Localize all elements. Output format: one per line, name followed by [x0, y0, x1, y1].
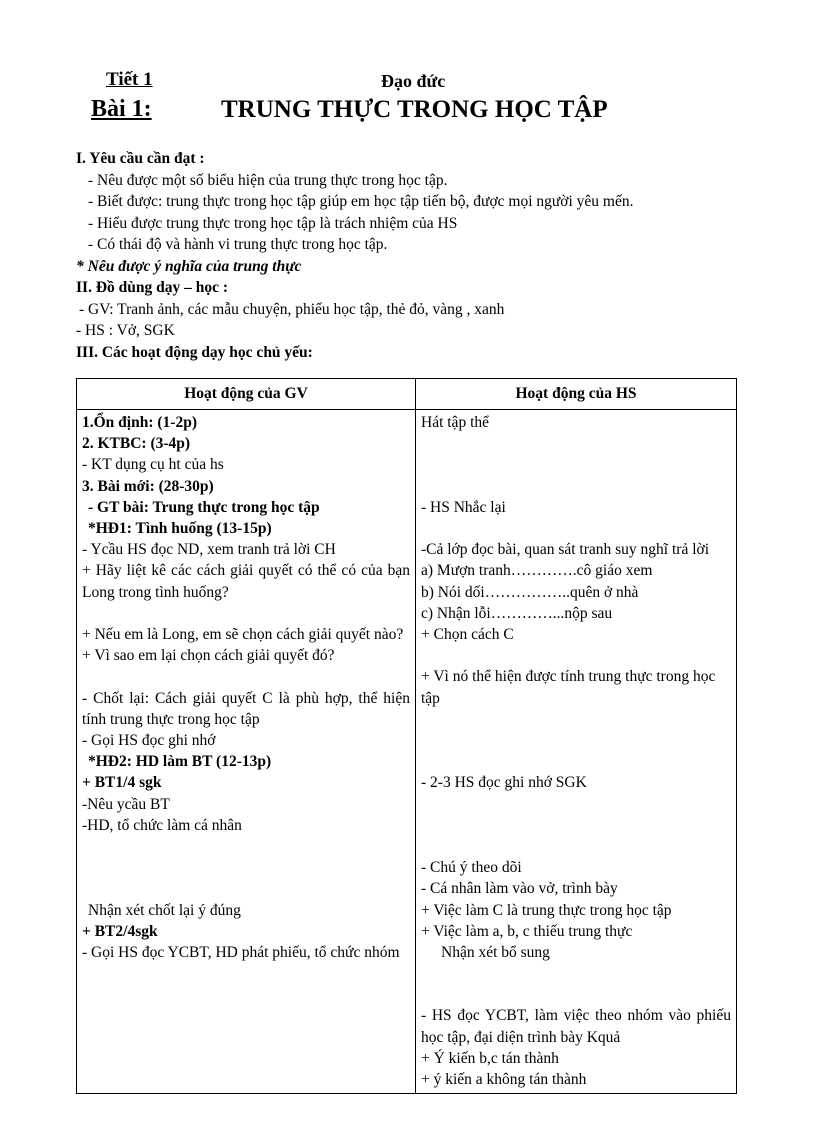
column-header-student: Hoạt động của HS — [416, 379, 737, 410]
hs-line: - HS Nhắc lại — [421, 498, 506, 516]
gv-spacer — [82, 603, 410, 624]
hs-spacer — [421, 476, 731, 497]
hs-line: Hát tập thể — [421, 414, 490, 431]
gv-line: - GT bài: Trung thực trong học tập — [88, 498, 320, 516]
hs-line: + ý kiến a không tán thành — [421, 1071, 587, 1089]
gv-spacer — [82, 963, 410, 984]
gv-spacer — [82, 984, 410, 1005]
gv-spacer — [82, 878, 410, 899]
gv-line: + BT2/4sgk — [82, 922, 158, 940]
gv-line: + Hãy liệt kê các cách giải quyết có thể có của bạn Long trong tình huống? — [82, 562, 410, 601]
hs-line: - Chú ý theo dõi — [421, 859, 522, 877]
hs-line: b) Nói dối……………..quên ở nhà — [421, 583, 639, 601]
student-activities — [416, 410, 737, 1094]
hs-spacer — [421, 836, 731, 857]
gv-line: 1.Ổn định: (1-2p) — [82, 414, 197, 431]
hs-line: + Chọn cách C — [421, 625, 514, 643]
gv-spacer — [82, 666, 410, 687]
gv-line: - Ycầu HS đọc ND, xem tranh trả lời CH — [82, 541, 336, 559]
subject-name: Đạo đức — [381, 71, 446, 91]
objective-item: - Có thái độ và hành vi trung thực trong học tập. — [88, 236, 388, 253]
column-header-teacher: Hoạt động của GV — [77, 379, 416, 410]
gv-spacer — [82, 836, 410, 857]
gv-line: + Vì sao em lại chọn cách giải quyết đó? — [82, 647, 335, 665]
hs-line: + Vì nó thể hiện được tính trung thực trong học tập — [421, 668, 716, 707]
gv-line: -Nêu ycầu BT — [82, 795, 170, 813]
gv-line: + Nếu em là Long, em sẽ chọn cách giải quyết nào? — [82, 626, 404, 644]
hs-spacer — [421, 984, 731, 1005]
section-2-title: II. Đồ dùng dạy – học : — [76, 279, 229, 296]
lesson-title: TRUNG THỰC TRONG HỌC TẬP — [221, 96, 608, 123]
gv-line: + BT1/4 sgk — [82, 774, 162, 792]
objective-item: - Nêu được một số biểu hiện của trung thực trong học tập. — [88, 171, 448, 189]
material-item: - GV: Tranh ảnh, các mẫu chuyện, phiếu học tập, thẻ đỏ, vàng , xanh — [79, 300, 505, 318]
hs-spacer — [421, 645, 731, 666]
hs-spacer — [421, 709, 731, 730]
objective-note: * Nêu được ý nghĩa của trung thực — [76, 257, 302, 275]
objective-item: - Hiểu được trung thực trong học tập là trách nhiệm của HS — [88, 214, 458, 232]
hs-line: + Việc làm a, b, c thiếu trung thực — [421, 922, 633, 940]
lesson-intro — [76, 148, 756, 363]
teacher-activities — [77, 410, 416, 1094]
hs-spacer — [421, 454, 731, 475]
lesson-label: Bài 1: — [91, 96, 152, 122]
hs-spacer — [421, 518, 731, 539]
hs-line: Nhận xét bổ sung — [441, 943, 550, 961]
gv-line: - Gọi HS đọc ghi nhớ — [82, 732, 216, 750]
hs-spacer — [421, 433, 731, 454]
hs-line: - 2-3 HS đọc ghi nhớ SGK — [421, 774, 587, 792]
hs-line: c) Nhận lỗi…………...nộp sau — [421, 604, 613, 622]
hs-spacer — [421, 794, 731, 815]
hs-spacer — [421, 815, 731, 836]
hs-spacer — [421, 730, 731, 751]
activity-table — [76, 378, 737, 1094]
hs-line: a) Mượn tranh………….cô giáo xem — [421, 562, 653, 580]
material-item: - HS : Vở, SGK — [76, 322, 175, 339]
gv-line: 3. Bài mới: (28-30p) — [82, 477, 214, 495]
gv-line: - Chốt lại: Cách giải quyết C là phù hợp, thể hiện tính trung thực trong học tập — [82, 689, 410, 728]
hs-line: + Việc làm C là trung thực trong học tập — [421, 901, 672, 919]
hs-line: - HS đọc YCBT, làm việc theo nhóm vào phiếu học tập, đại diện trình bày Kquả — [421, 1007, 731, 1046]
hs-spacer — [421, 751, 731, 772]
gv-line: - Gọi HS đọc YCBT, HD phát phiếu, tổ chức nhóm — [82, 944, 400, 961]
gv-line: Nhận xét chốt lại ý đúng — [88, 901, 241, 919]
objective-item: - Biết được: trung thực trong học tập giúp em học tập tiến bộ, được mọi người yêu mến. — [88, 193, 634, 210]
lesson-number: Tiết 1 — [106, 69, 153, 90]
table-row — [77, 410, 737, 1094]
gv-line: *HĐ1: Tình huống (13-15p) — [88, 520, 272, 538]
gv-line: 2. KTBC: (3-4p) — [82, 435, 191, 453]
section-1-title: I. Yêu cầu cần đạt : — [76, 150, 205, 167]
section-3-title: III. Các hoạt động dạy học chủ yếu: — [76, 343, 313, 361]
hs-line: + Ý kiến b,c tán thành — [421, 1049, 559, 1067]
table-header-row — [77, 379, 737, 410]
gv-line: *HĐ2: HD làm BT (12-13p) — [88, 753, 272, 771]
gv-line: - KT dụng cụ ht của hs — [82, 456, 224, 474]
gv-spacer — [82, 857, 410, 878]
hs-line: - Cá nhân làm vào vở, trình bày — [421, 880, 618, 898]
hs-spacer — [421, 963, 731, 984]
gv-line: -HD, tổ chức làm cá nhân — [82, 816, 242, 834]
hs-line: -Cả lớp đọc bài, quan sát tranh suy nghĩ trả lời — [421, 541, 710, 559]
